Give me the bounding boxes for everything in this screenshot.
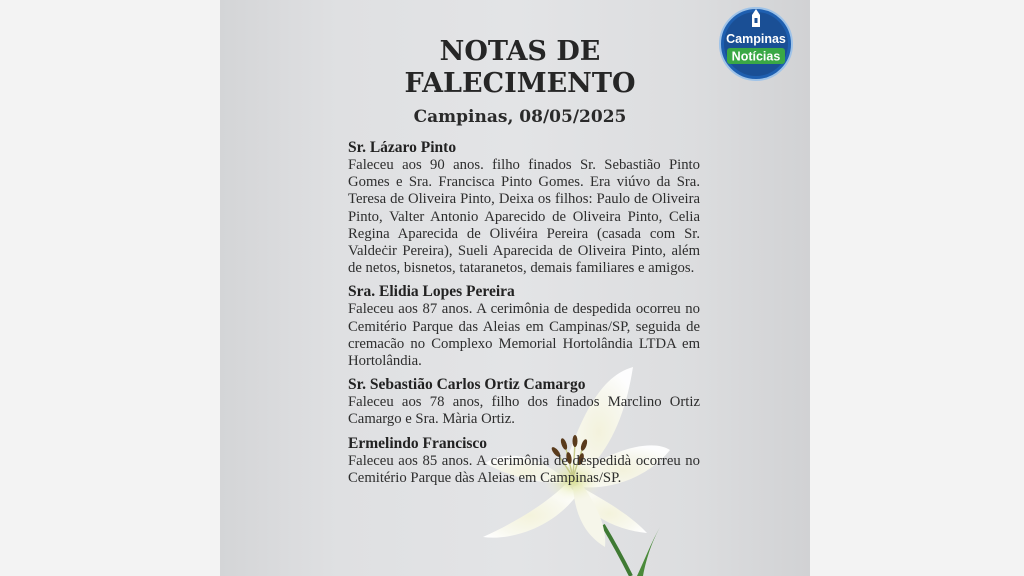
notice-text: Faleceu aos 90 anos. filho finados Sr. Sebastião Pinto Gomes e Sra. Francisca Pinto Gomes. Era viúvo da Sra. Teresa de Oliveira Pinto, Deixa os filhos: Paulo de Oliveira Pinto, Valter Antonio Aparecido de Oliveira Pinto, Celia Regina Aparecida de Olivéira Pereira (casada com Sr. Valdeċir Pereira), Sueli Aparecida de Oliveira Pinto, além de netos, bisnetos, tataranetos, demais familiares e amigos.: [348, 157, 700, 277]
campinas-noticias-logo: [713, 6, 799, 82]
logo-text-campinas: Campinas: [726, 32, 786, 46]
title-line-2: FALECIMENTO: [404, 68, 636, 99]
page-title: [370, 36, 670, 100]
notice-name: Ermelindo Francisco: [348, 434, 488, 452]
title-line-1: NOTAS DE: [439, 36, 601, 67]
notice-name: Sr. Sebastião Carlos Ortiz Camargo: [348, 376, 586, 394]
notice-name: Sra. Elidia Lopes Pereira: [348, 283, 515, 301]
notice-item: [348, 375, 700, 428]
notice-text: Faleceu aos 85 anos. A cerimônia de despedidà ocorreu no Cemitério Parque dàs Aleias em Campinas/SP.: [348, 452, 700, 486]
date-line: Campinas, 08/05/2025: [413, 107, 627, 127]
notices-list: [348, 138, 700, 492]
logo-text-noticias: Notícias: [731, 49, 781, 64]
notice-item: [348, 282, 700, 370]
notice-name: Sr. Lázaro Pinto: [348, 139, 457, 156]
notice-item: [348, 434, 700, 487]
notice-item: [348, 138, 700, 277]
notice-text: Faleceu aos 87 anos. A cerimônia de despedida ocorreu no Cemitério Parque das Aleias em Campinas/SP, seguida de cremacão no Complexo Memorial Hortolândia LTDA em Hortolândia.: [348, 301, 700, 370]
notice-text: Faleceu aos 78 anos, filho dos finados Marclino Ortiz Camargo e Sra. Mària Ortiz.: [348, 394, 700, 428]
